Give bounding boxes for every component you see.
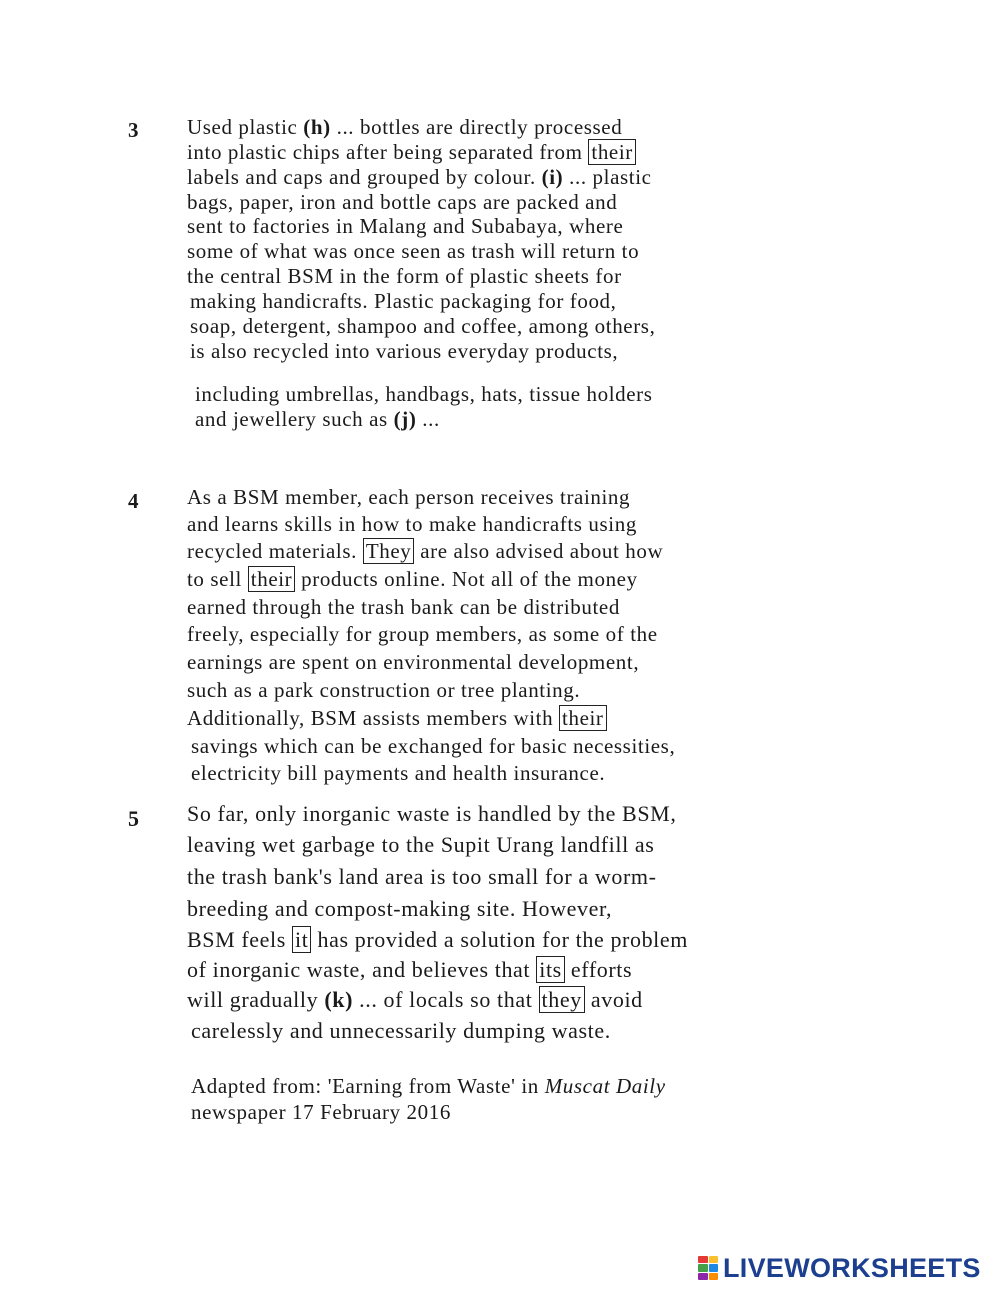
paragraph-number: 4 <box>128 489 139 513</box>
reference-word-box[interactable]: their <box>588 139 635 165</box>
text-line: electricity bill payments and health insurance. <box>191 761 606 785</box>
text-line: into plastic chips after being separated from their <box>187 139 636 165</box>
text-line: the central BSM in the form of plastic sheets for <box>187 264 622 288</box>
text-line: earned through the trash bank can be distributed <box>187 595 620 619</box>
publication-name: Muscat Daily <box>544 1074 666 1098</box>
text-line: sent to factories in Malang and Subabaya, where <box>187 214 624 238</box>
reference-word-box[interactable]: their <box>559 705 606 731</box>
text-line: recycled materials. They are also advised about how <box>187 539 664 563</box>
text-line: leaving wet garbage to the Supit Urang landfill as <box>187 832 655 857</box>
text-line: will gradually (k) ... of locals so that they avoid <box>187 987 643 1012</box>
paragraph-number: 5 <box>128 806 139 831</box>
text-line: the trash bank's land area is too small for a worm- <box>187 864 657 889</box>
text-line: BSM feels it has provided a solution for the problem <box>187 927 688 952</box>
gap-marker-i: (i) <box>541 165 564 189</box>
paragraph-number: 3 <box>128 118 139 142</box>
gap-marker-h: (h) <box>303 115 331 139</box>
logo-text: LIVEWORKSHEETS <box>723 1252 981 1283</box>
text-line: As a BSM member, each person receives training <box>187 485 631 509</box>
reference-word-box[interactable]: its <box>536 956 565 983</box>
liveworksheets-logo[interactable] <box>698 1254 981 1282</box>
text-line: bags, paper, iron and bottle caps are packed and <box>187 190 618 214</box>
source-date: newspaper 17 February 2016 <box>191 1100 451 1124</box>
text-line: Used plastic (h) ... bottles are directly processed <box>187 115 623 139</box>
text-line: to sell their products online. Not all of the money <box>187 567 638 591</box>
gap-marker-j: (j) <box>393 407 417 431</box>
text-line: and jewellery such as (j) ... <box>195 407 440 431</box>
reference-word-box[interactable]: it <box>292 926 311 953</box>
text-line: such as a park construction or tree planting. <box>187 678 581 702</box>
text-line: labels and caps and grouped by colour. (i) ... plastic <box>187 165 652 189</box>
text-line: is also recycled into various everyday products, <box>190 339 619 363</box>
text-line: earnings are spent on environmental development, <box>187 650 640 674</box>
text-line: soap, detergent, shampoo and coffee, among others, <box>190 314 656 338</box>
text-line: breeding and compost-making site. However, <box>187 896 613 921</box>
text-line: making handicrafts. Plastic packaging for food, <box>190 289 617 313</box>
text-line: Additionally, BSM assists members with their <box>187 705 607 731</box>
text-line: savings which can be exchanged for basic necessities, <box>191 734 676 758</box>
text-line: freely, especially for group members, as some of the <box>187 622 658 646</box>
text-line: carelessly and unnecessarily dumping waste. <box>191 1018 611 1043</box>
source-citation: Adapted from: 'Earning from Waste' in Muscat Daily <box>191 1074 666 1098</box>
liveworksheets-logo-icon <box>698 1256 718 1280</box>
reference-word-box[interactable]: they <box>539 986 585 1013</box>
text-line: including umbrellas, handbags, hats, tissue holders <box>195 382 653 406</box>
gap-marker-k: (k) <box>324 987 354 1012</box>
reference-word-box[interactable]: They <box>363 538 415 564</box>
text-line: some of what was once seen as trash will return to <box>187 239 640 263</box>
text-line: and learns skills in how to make handicrafts using <box>187 512 637 536</box>
reference-word-box[interactable]: their <box>248 566 295 592</box>
text-line: So far, only inorganic waste is handled by the BSM, <box>187 801 677 826</box>
text-line: of inorganic waste, and believes that its efforts <box>187 957 633 982</box>
